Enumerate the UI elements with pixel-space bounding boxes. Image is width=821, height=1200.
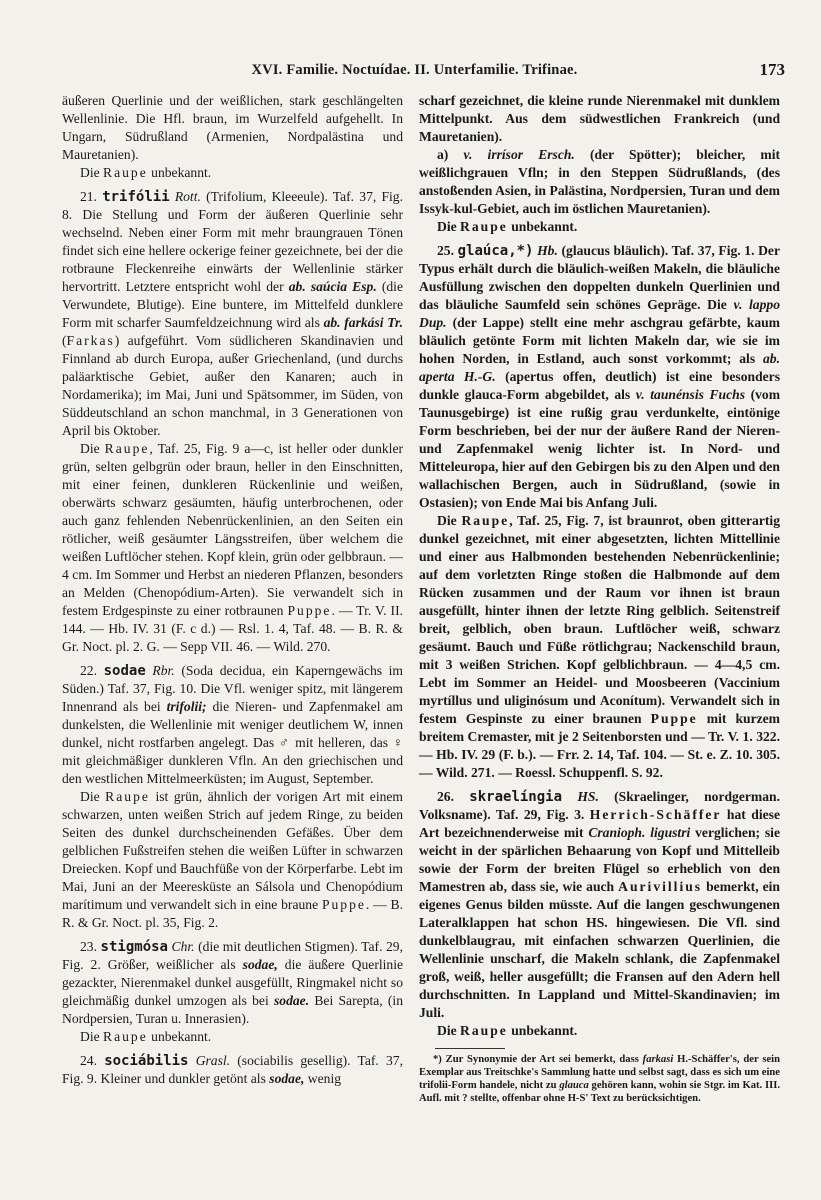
species-entry-22: 22. sodae Rbr. (Soda decidua, ein Kaperngewächs im Süden.) Taf. 37, Fig. 10. Die Vfl. weniger spitz, mit längerem Innenrand als bei trifolii; die Nieren- und Zapfenmakel am dunkelsten, die Wellenlinie mit weniger deutlichem W, innen dunkel, nicht rostfarben angelegt. Das ♂ mit helleren, das ♀ mit gleichmäßiger dunkleren Vfln. An den griechischen und den westlichen Mittelmeerküsten; im August, September. xyxy=(62,663,404,786)
paragraph: scharf gezeichnet, die kleine runde Nierenmakel mit dunklem Mittelpunkt. Aus dem südwestlichen Frankreich (und Mauretanien). xyxy=(419,93,780,144)
footnote-divider xyxy=(435,1048,505,1049)
right-column xyxy=(419,92,780,1105)
larva-description: Die Raupe unbekannt. xyxy=(437,219,578,234)
paragraph: äußeren Querlinie und der weißlichen, stark geschlängelten Wellenlinie. Die Hfl. braun, im Wurzelfeld aufgehellt. In Ungarn, Südrußland (Armenien, Nordpalästina und Mauretanien). xyxy=(62,93,403,162)
species-entry-26: 26. skraelíngia HS. (Skraelinger, nordgerman. Volksname). Taf. 29, Fig. 3. Herrich-Schäffer hat diese Art bezeichnenderweise mit Cranioph. ligustri verglichen; sie weicht in der spärlichen Behaarung von Kopf und Mittelleib sowie der Form der breiten Flügel so erheblich von den Mamestren ab, dass sie, wie auch Aurivillius bemerkt, ein eigenes Genus bilden müsste. Auf die langen geschwungenen Lateralklappen hat schon HS. hingewiesen. Die Vfl. sind dunkelblaugrau, mit einfachen schwarzen Querlinien, die Wellenlinie unscharf, die Makeln schlank, die Zapfenmakel groß, weiß, heller ausgefüllt; die Fransen auf den Adern hell durchschnitten. In Lappland und Mittel-Skandinavien; im Juli. xyxy=(419,789,780,1020)
footnote: *) Zur Synonymie der Art sei bemerkt, dass farkasi H.-Schäffer's, der sein Exemplar aus Treitschke's Sammlung hatte und selbst sagt, dass es sich um eine trifolii-Form handele, nicht zu glauca gehören kann, wohin sie Stgr. im Kat. III. Aufl. mit ? stellte, offenbar ohne H-S' Text zu berücksichtigen. xyxy=(419,1054,781,1104)
larva-description: Die Raupe unbekannt. xyxy=(437,1023,578,1038)
paragraph: Die Raupe unbekannt. xyxy=(80,165,212,180)
variety-entry: a) v. irrísor Ersch. (der Spötter); bleicher, mit weißlichgrauen Vfln; in den Steppen Südrußlands, (des anstoßenden Asien, in Palästina, Nordpersien, Turan und dem Issyk-kul-Gebiet, auch im östlichen Mauretanien). xyxy=(419,147,780,216)
larva-description: Die Raupe, Taf. 25, Fig. 9 a—c, ist heller oder dunkler grün, selten gelbgrün oder braun, heller in den Einschnitten, mit einer feinen, dunkleren Rückenlinie und weißen, oberwärts schwarz gesäumten, häufig unterbrochenen, oder auch ganz fehlenden Nebenrückenlinien, an den Seiten ein rötlicher, weiß gesäumter Längsstreifen, über welchem die weißen Luftlöcher stehen. Kopf klein, grün oder gelbbraun. — 4 cm. Im Sommer und Herbst an niederen Pflanzen, besonders an Melden (Chenopódium-Arten). Sie verwandelt sich in festem Erdgespinste zu einer rotbraunen Puppe. — Tr. V. II. 144. — Hb. IV. 31 (F. c d.) — Rsl. 1. 4, Taf. 48. — B. R. & Gr. Noct. pl. 2. G. — Sepp VII. 46. — Wild. 270. xyxy=(62,441,404,654)
page-number: 173 xyxy=(759,60,785,79)
species-name: glaúca,*) xyxy=(457,243,534,259)
species-name: sodae xyxy=(103,663,146,679)
species-name: stigmósa xyxy=(100,939,168,955)
species-entry-23: 23. stigmósa Chr. (die mit deutlichen Stigmen). Taf. 29, Fig. 2. Größer, weißlicher als sodae, die äußere Querlinie gezackter, Nierenmakel dunkel ausgefüllt, Ringmakel nicht so gleichmäßig dunkel umzogen als bei sodae. Bei Sarepta, (in Nordpersien, Turan u. Innerasien). xyxy=(62,939,404,1026)
species-entry-25: 25. glaúca,*) Hb. (glaucus bläulich). Taf. 37, Fig. 1. Der Typus erhält durch die bläulich-weißen Makeln, die bläuliche Ausfüllung zwischen den doppelten dunkeln Querlinien und das bläuliche Saumfeld sein schönes Gepräge. Die v. lappo Dup. (der Lappe) stellt eine mehr aschgrau gefärbte, kaum bläulich getönte Form mit lichten Makeln dar, wie sie im hohen Norden, in Estland, auch sonst vorkommt; als ab. aperta H.-G. (apertus offen, deutlich) ist eine besonders dunkle glauca-Form abgebildet, als v. taunénsis Fuchs (vom Taunusgebirge) ist eine rußig grau verdunkelte, eintönige Form beschrieben, bei der nur der äußere Rand der Nieren- und Zapfenmakel wenig lichter ist. In Nord- und Mitteleuropa, hier auf den Gebirgen bis zu den Alpen und den wallachischen Bergen, auch in Südrußland, (sowie in Ostasien); von Ende Mai bis Anfang Juli. xyxy=(419,243,781,510)
species-entry-24: 24. sociábilis Grasl. (sociabilis gesellig). Taf. 37, Fig. 9. Kleiner und dunkler getönt als sodae, wenig xyxy=(62,1053,403,1086)
species-name: skraelíngia xyxy=(469,789,563,805)
running-header xyxy=(44,62,785,86)
left-column xyxy=(62,92,403,1088)
larva-description: Die Raupe unbekannt. xyxy=(80,1029,212,1044)
larva-description: Die Raupe ist grün, ähnlich der vorigen Art mit einem schwarzen, unten weißen Strich auf jedem Ringe, zu beiden Seiten des dunkel durchscheinenden Gefäßes. Über dem gelblichen Fußstreifen stehen die weißen Lüfter in schwarzen Dreiecken. Kopf und Bauchfüße von der Körperfarbe. Lebt im Mai, Juni an der Meeresküste an Sálsola und Chenopódium marítimum und verwandelt sich in eine braune Puppe. — B. R. & Gr. Noct. pl. 35, Fig. 2. xyxy=(62,789,403,930)
species-name: sociábilis xyxy=(104,1053,189,1069)
larva-description: Die Raupe, Taf. 25, Fig. 7, ist braunrot, oben gitterartig dunkel gezeichnet, mit einer abgesetzten, lichten Mittellinie und einer aus Halbmonden bestehenden Nebenrückenlinie; auf dem vorletzten Ringe stoßen die Halbmonde auf dem Rücken zusammen und der Raum vor ihnen ist braun ausgefüllt, hinter ihnen der letzte Ring gelblich. Seitenstreif breit, gelblich, oben braun. Luftlöcher weiß, schwarz gesäumt. Bauch und Füße rötlichgrau; Nackenschild braun, mit 3 weißen Strichen. Kopf gelblichbraun. — 4—4,5 cm. Lebt im Sommer an Heidel- und Moosbeeren (Vaccinium myrtíllus und uliginósum und Aconítum). Verwandelt sich in festem Gespinste zu einer braunen Puppe mit kurzem breitem Cremaster, mit je 2 Seitenborsten und — Tr. V. 1. 322. — Hb. IV. 29 (F. b.). — Frr. 2. 14, Taf. 104. — St. e. Z. 10. 305. — Wild. 271. — Roessl. Schuppenfl. S. 92. xyxy=(419,513,780,780)
species-name: trifólii xyxy=(102,189,170,205)
running-title: XVI. Familie. Noctuídae. II. Unterfamilie. Trifinae. xyxy=(251,62,578,78)
species-entry-21: 21. trifólii Rott. (Trifolium, Kleeeule). Taf. 37, Fig. 8. Die Stellung und Form der äußeren Querlinie sehr wechselnd. Neben einer Form mit mehr braungrauen Tönen findet sich eine hellere ockerige feiner gezeichnete, bei der die rotbraune Fleckenreihe einwärts der Wellenlinie stärker hervortritt. Letztere entspricht wohl der ab. saúcia Esp. (die Verwundete, Blutige). Eine buntere, im Mittelfeld dunklere Form mit scharfer Saumfeldzeichnung wird als ab. farkási Tr. (Farkas) aufgeführt. Vom südlicheren Skandinavien und Finnland ab durch Europa, außer Griechenland, (und durchs paläarktische Gebiet, außer den Kanaren; auch in Nordamerika); im Mai, Juni und Spätsommer, im Süden, von Süddeutschland an schon manchmal, in 3 Generationen von April bis Oktober. xyxy=(62,189,403,438)
